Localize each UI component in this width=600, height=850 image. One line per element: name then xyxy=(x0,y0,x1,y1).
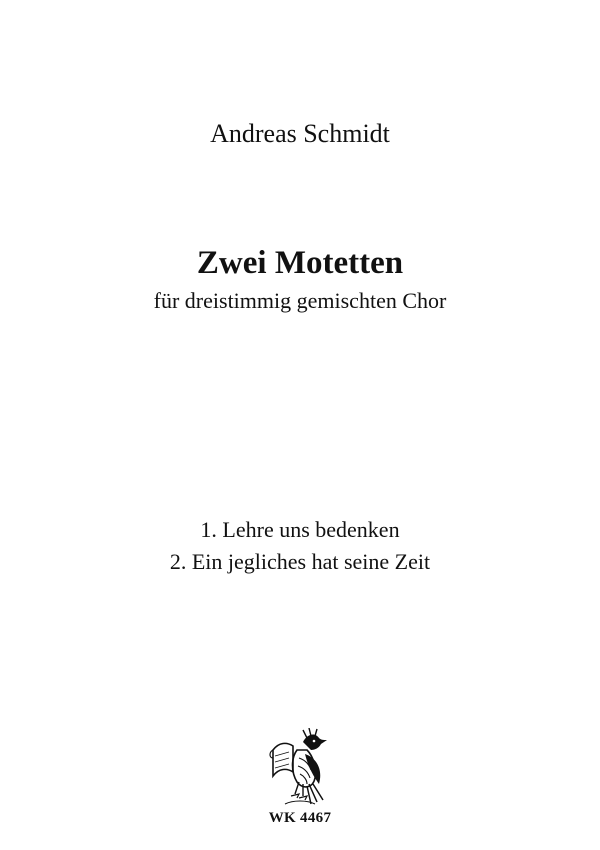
composer-name: Andreas Schmidt xyxy=(210,119,390,148)
contents-item-1: 1. Lehre uns bedenken xyxy=(200,517,400,542)
work-title: Zwei Motetten xyxy=(196,245,404,281)
contents-item-2: 2. Ein jegliches hat seine Zeit xyxy=(169,549,431,574)
catalog-number: WK 4467 xyxy=(268,810,332,826)
bird-with-scroll-icon xyxy=(263,728,335,808)
work-subtitle: für dreistimmig gemischten Chor xyxy=(153,288,447,313)
contents-list xyxy=(0,514,600,578)
